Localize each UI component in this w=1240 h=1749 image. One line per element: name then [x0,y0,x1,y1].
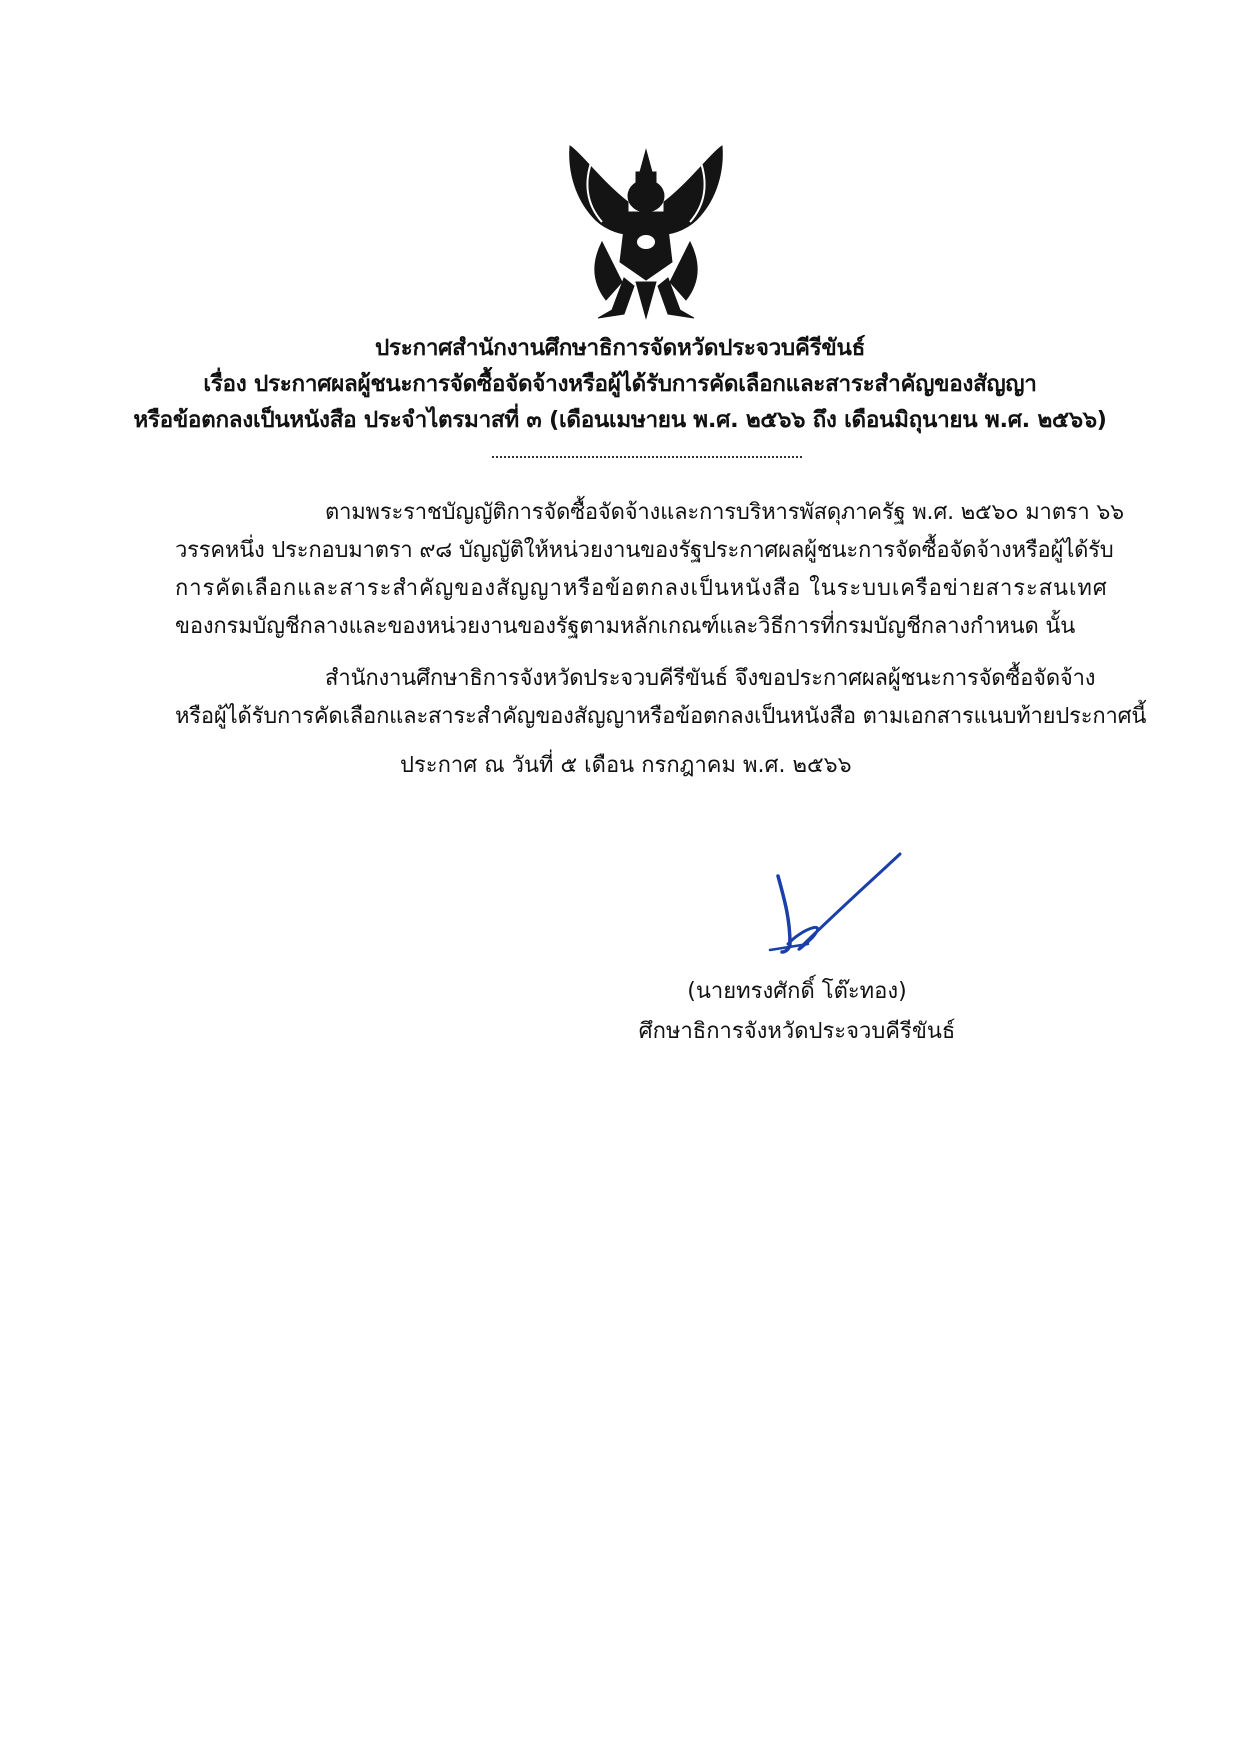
signer-name: (นายทรงศักดิ์ โต๊ะทอง) [687,979,907,1004]
paragraph-line: หรือผู้ได้รับการคัดเลือกและสาระสำคัญของสัญญาหรือข้อตกลงเป็นหนังสือ ตามเอกสารแนบท้ายประกาศนี้ [175,704,1147,729]
handwritten-signature-icon [760,848,910,958]
announcement-date: ประกาศ ณ วันที่ ๕ เดือน กรกฎาคม พ.ศ. ๒๕๖๖ [400,753,852,778]
paragraph-line: สำนักงานศึกษาธิการจังหวัดประจวบคีรีขันธ์ จึงขอประกาศผลผู้ชนะการจัดซื้อจัดจ้าง [325,666,1096,691]
body-paragraph-2 [175,660,1146,736]
paragraph-line: วรรคหนึ่ง ประกอบมาตรา ๙๘ บัญญัติให้หน่วยงานของรัฐประกาศผลผู้ชนะการจัดซื้อจัดจ้างหรือผู้ได้รับ [175,538,1114,563]
heading-subject-continued: หรือข้อตกลงเป็นหนังสือ ประจำไตรมาสที่ ๓ (เดือนเมษายน พ.ศ. ๒๕๖๖ ถึง เดือนมิถุนายน พ.ศ. ๒๕๖๖) [133,407,1107,433]
signer-title: ศึกษาธิการจังหวัดประจวบคีรีขันธ์ [638,1019,956,1044]
paragraph-line: ตามพระราชบัญญัติการจัดซื้อจัดจ้างและการบริหารพัสดุภาครัฐ พ.ศ. ๒๕๖๐ มาตรา ๖๖ [325,500,1124,525]
signature-block [636,972,958,1052]
paragraph-line: ของกรมบัญชีกลางและของหน่วยงานของรัฐตามหลักเกณฑ์และวิธีการที่กรมบัญชีกลางกำหนด นั้น [175,614,1076,639]
garuda-emblem-icon [562,142,730,326]
heading-title: ประกาศสำนักงานศึกษาธิการจัดหวัดประจวบคีรีขันธ์ [374,335,866,361]
body-paragraph-1 [175,494,1124,646]
dotted-divider [492,456,802,458]
heading-subject: เรื่อง ประกาศผลผู้ชนะการจัดซื้อจัดจ้างหรือผู้ได้รับการคัดเลือกและสาระสำคัญของสัญญา [203,371,1037,397]
document-heading [0,330,1240,438]
paragraph-line: การคัดเลือกและสาระสำคัญของสัญญาหรือข้อตกลงเป็นหนังสือ ในระบบเครือข่ายสาระสนเทศ [175,576,1108,601]
